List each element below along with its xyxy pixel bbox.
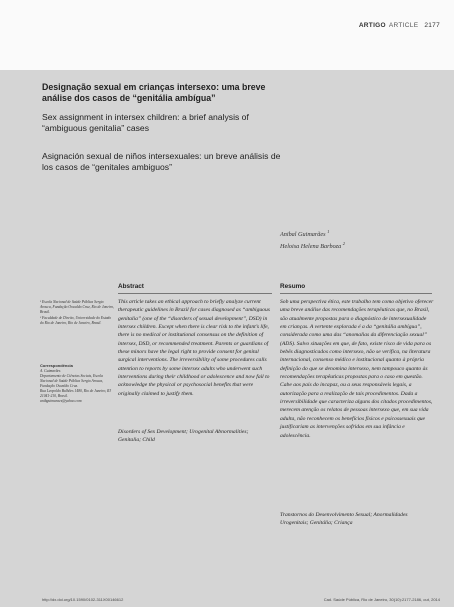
affiliations [40, 300, 114, 327]
title-spanish: Asignación sexual de niños intersexuales: un breve análisis de los casos de “genitales ambiguos” [42, 151, 281, 172]
resumo-text: Sob uma perspectiva ética, este trabalho tem como objetivo oferecer uma breve análise das recomendações terapêuticas que, no Brasil, são atualmente propostas para o diagnóstico de intersexualidade em crianças. A vertente explorada é a da “genitália ambígua”, considerada como uma das “anomalias da diferenciação sexual” (ADS). Salvo situações em que, de fato, existe risco de vida para os bebês diagnosticados como intersexo, não se verifica, na literatura internacional, consenso médico e institucional quanto à própria definição do que se denomina intersexo, nem tampouco quanto às recomendações terapêuticas propostas para o caso em questão. Cabe aos pais do incapaz, ou a seus responsáveis legais, a autorização para a realização de tais procedimentos. Dada a irreversibilidade que caracteriza alguns dos citados procedimentos, merecem atenção os relatos de pessoas intersexo que, em sua vida adulta, não reconhecem os benefícios físicos e psicossexuais que justificariam as intervenções sofridas em sua infância e adolescência. [280, 299, 434, 439]
section-label-article: ARTICLE [388, 22, 419, 29]
section-label-artigo: ARTIGO [358, 22, 386, 29]
authors-block [280, 228, 345, 251]
correspondence-email[interactable]: anibguimaraes@yahoo.com [40, 399, 82, 403]
author: Anibal Guimarães $^1$ [280, 229, 330, 239]
page-header [359, 22, 440, 29]
abstract-text: This article takes an ethical approach to briefly analyze current therapeutic guidelines in Brazil for cases diagnosed as “ambiguous genitalia” (one of the “disorders of sexual development”, DSD) in intersex children. Except when there is clear risk to the infant’s life, there is no medical or institutional consensus on the definition of intersex, DSD, or recommended treatment. Parents or guardians of these minors have the legal right to provide consent for genital surgical interventions. The irreversibility of some procedures calls attention to reports by some intersex adults who underwent such interventions during their childhood or adolescence and now fail to acknowledge the physical or psychosocial benefits that were originally claimed to justify them. [118, 299, 270, 397]
affiliation-2: ² Faculdade de Direito, Universidade do Estado do Rio de Janeiro, Rio de Janeiro, Brasil. [40, 316, 112, 325]
title-english: Sex assignment in intersex children: a brief analysis of “ambiguous genitalia” cases [42, 112, 249, 133]
abstract-keywords: Disorders of Sex Development; Urogenital Abnormalities; Genitalia; Child [118, 429, 249, 444]
resumo-keywords: Transtornos do Desenvolvimento Sexual; Anormalidades Urogenitais; Genitália; Criança [280, 512, 408, 527]
header-band [0, 0, 454, 70]
page-number: 2177 [424, 22, 440, 29]
correspondence-heading: Correspondência [40, 363, 73, 368]
abstract-divider [118, 293, 272, 294]
resumo-heading: Resumo [280, 283, 306, 290]
resumo-divider [280, 293, 432, 294]
title-portuguese: Designação sexual em crianças intersexo: uma breve análise dos casos de “genitália ambígua” [42, 82, 266, 103]
affiliation-1: ¹ Escola Nacional de Saúde Pública Sergio Arouca, Fundação Oswaldo Cruz, Rio de Janeiro, Brasil. [40, 300, 114, 314]
footer-citation: Cad. Saúde Pública, Rio de Janeiro, 30(10):2177-2186, out, 2014 [323, 597, 440, 602]
correspondence-details: A. Guimarães Departamento de Ciências Sociais, Escola Nacional de Saúde Pública Sergio Arouca, Fundação Oswaldo Cruz. Rua Leopoldo Bulhões 1480, Rio de Janeiro, RJ 21041-210, Brasil. anibguimaraes@yahoo.com [40, 369, 114, 404]
abstract-heading: Abstract [118, 283, 144, 290]
footer-doi-link[interactable]: http://dx.doi.org/10.1590/0102-311X00146612 [42, 597, 124, 602]
author: Heloisa Helena Barboza $^2$ [280, 240, 345, 250]
